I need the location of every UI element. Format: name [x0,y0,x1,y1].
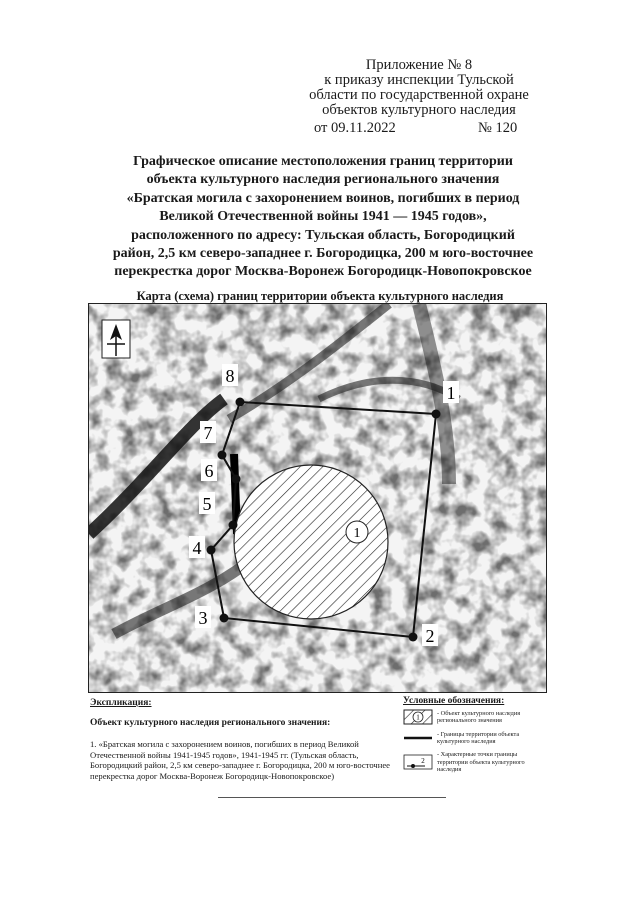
explanation-heading: Экспликация: [90,698,152,708]
point-label-8: 8 [225,366,235,386]
order-line [314,120,544,137]
symbols-heading: Условные обозначения: [403,696,505,706]
appendix-line: области по государственной охране [309,87,529,103]
hatched-object-icon [403,709,433,725]
title-line: «Братская могила с захоронением воинов, погибших в период [126,190,520,206]
legend-row [403,709,545,725]
appendix-line: к приказу инспекции Тульской [324,72,514,88]
symbol-point-label: 2 [421,757,425,766]
legend-row [403,730,545,746]
map-caption: Карта (схема) границ территории объекта культурного наследия [136,289,504,303]
appendix-line: Приложение № 8 [365,57,473,73]
title-line: объекта культурного наследия регионального значения [146,172,500,188]
appendix-line: объектов культурного наследия [322,102,516,118]
object-heading: Объект культурного наследия регионального значения: [90,717,331,728]
object-label: 1 [353,526,361,541]
title-line: Графическое описание местоположения границ территории [133,154,513,169]
point-label-3: 3 [198,608,208,628]
map-svg [89,304,546,692]
point-label-5: 5 [202,494,212,514]
title-line: перекрестка дорог Москва-Воронеж Богородицк-Новопокровское [114,264,532,280]
point-label-7: 7 [203,423,213,443]
symbols-legend [403,698,545,778]
point-label-1: 1 [446,383,456,403]
legend-text: - Объект культурного наследия регионального значения [437,710,521,725]
point-label-2: 2 [425,626,435,646]
svg-text:1: 1 [416,713,420,722]
north-arrow-icon [102,320,130,358]
legend-text: - Границы территории объекта культурного наследия [437,731,520,746]
legend-text: - Характерные точки границы территории объекта культурного наследия [437,751,525,773]
explanation-block [90,698,390,781]
point-label-6: 6 [204,461,214,481]
title-line: расположенного по адресу: Тульская область, Богородицкий [131,227,515,243]
point-label-4: 4 [192,538,202,558]
boundary-point-icon [403,754,433,770]
document-title [78,153,568,282]
appendix-block [300,58,538,118]
map-frame [88,303,547,693]
title-line: район, 2,5 км северо-западнее г. Богородицка, 200 м юго-восточнее [112,246,534,262]
object-area [234,465,388,619]
legend-row [403,751,545,773]
footer-divider [218,797,446,798]
order-number: № 120 [478,120,518,136]
order-date: от 09.11.2022 [314,120,396,136]
boundary-line-icon [403,730,433,746]
title-line: Великой Отечественной войны 1941 — 1945 годов», [159,209,487,225]
object-description: 1. «Братская могила с захоронением воинов, погибших в период Великой Отечественной войны 1941-1945 годов», 1941-1945 гг. (Тульская область, Богородицкий район, 2,5 км северо-западнее г. Богородицка, 200 м юго-восточнее перекрестка дорог Москва-Воронеж Богородицк-Новопокровское) [90,739,390,781]
